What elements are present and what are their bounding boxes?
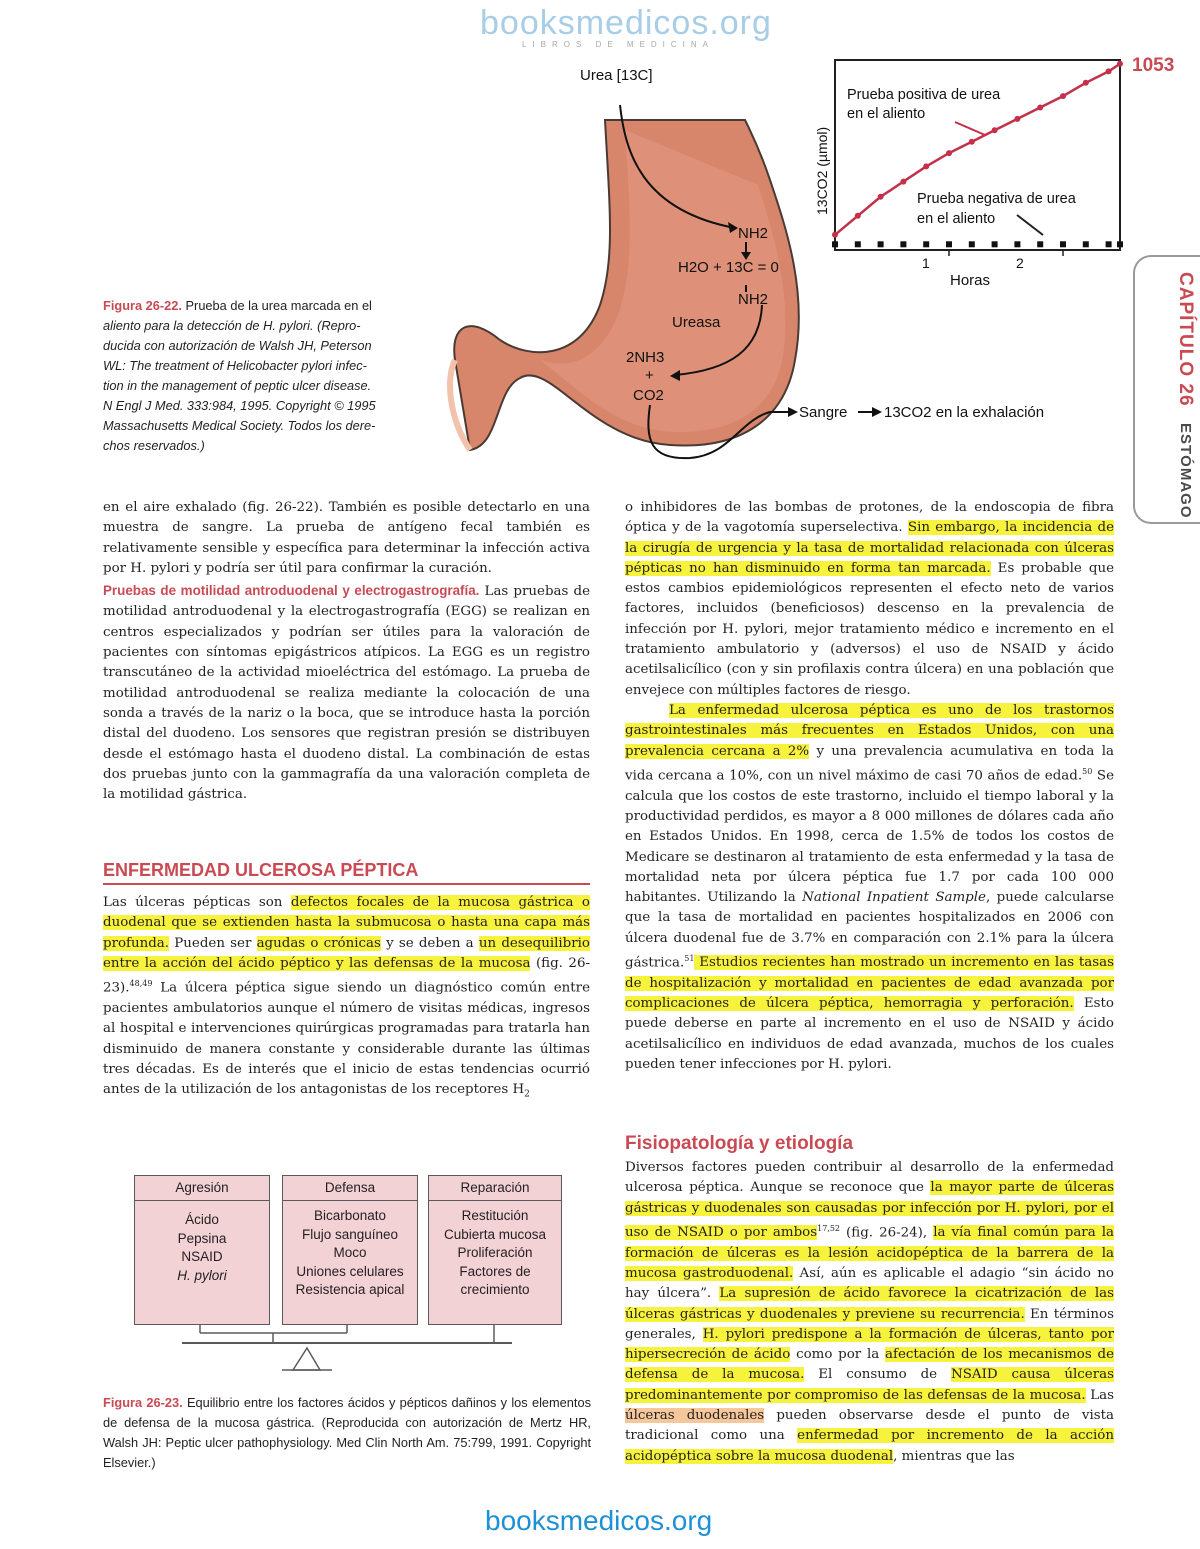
paragraph-pathophysiology <box>625 1158 1114 1467</box>
ulcer-text-3: y se deben a <box>380 935 479 951</box>
r2-text-d: Esto puede deberse en parte al incremento en el uso de NSAID y ácido acetilsalicílico en individuos de edad avanzada, muchos de los cuales pueden tener infecciones por H. pylori. <box>625 996 1114 1072</box>
f-highlight-7: úlceras duodenales <box>625 1408 765 1424</box>
negative-series-point <box>1117 241 1123 247</box>
box-reparacion-item: Proliferación <box>457 1245 533 1260</box>
figure-22-caption-line-8: chos reservados.) <box>103 438 205 453</box>
subhead-motility: Pruebas de motilidad antroduodenal y electrogastrografía. <box>103 583 480 599</box>
box-agresion-item: Pepsina <box>177 1230 227 1246</box>
negative-series-point <box>900 241 906 247</box>
positive-series-point <box>1060 93 1066 99</box>
watermark-bottom: booksmedicos.org <box>485 1505 713 1536</box>
products-nh3-label: 2NH3 <box>626 349 665 366</box>
figure-22-caption-line-5: tion in the management of peptic ulcer disease. <box>103 378 372 393</box>
r2-highlight: La enfermedad ulcerosa péptica es uno de los trastornos gastrointestinales más frecuentes en Estados Unidos, con una prevalencia cercana a 2% <box>625 702 1114 759</box>
r1-highlight: Sin embargo, la incidencia de la cirugía de urgencia y la tasa de mortalidad relacionada con úlceras pépticas no han disminuido en forma tan marcada. <box>625 520 1114 576</box>
positive-series-point <box>900 179 906 185</box>
chart-annotation-negative-2: en el aliento <box>917 211 996 227</box>
positive-series-point <box>1014 116 1020 122</box>
r2-text-b: Se calcula que los costos de este trastorno, incluido el tiempo laboral y la productividad perdidos, es mayor a 8 000 millones de dólares cada año en Estados Unidos. En 1998, cerca de 1.5% de todos los costos de Medicare se destinaron al tratamiento de esta enfermedad y la tasa de mortalidad neta por úlcera péptica fue 1.7 por cada 100 000 habitantes. Utilizando la <box>625 768 1115 906</box>
watermark-subtitle: LIBROS DE MEDICINA <box>522 40 715 49</box>
left-column-upper <box>103 498 590 805</box>
left-column-ulcer <box>103 893 590 1105</box>
ulcer-text-5: La úlcera péptica sigue siendo un diagnóstico común entre pacientes ambulatorios aunque el número de visitas médicas, ingresos al hospital e intervenciones quirúrgicas programadas para tratarla han disminuido de manera constante y considerable durante las últimas tres décadas. Es de interés que el inicio de estas tendencias ocurrió antes de la utilización de los antagonistas de los receptores H <box>103 980 590 1098</box>
f-highlight-6: NSAID causa úlceras predominantemente por compromiso de las defensas de la mucosa. <box>625 1367 1114 1403</box>
right-column-pathophysiology <box>625 1158 1114 1467</box>
f-text-c: Así, aún es aplicable el adagio “sin ácido no hay úlcera”. <box>625 1265 1114 1302</box>
f-highlight-1: la mayor parte de úlceras gástricas y duodenales son causadas por infección por H. pylori, por el uso de NSAID o por ambos <box>625 1180 1114 1241</box>
figure-22-caption <box>103 296 438 456</box>
paragraph-motility <box>103 581 590 805</box>
box-defensa-item: Bicarbonato <box>313 1208 387 1223</box>
figure-22-label: Figura 26-22. <box>103 298 182 313</box>
nh2-top-label: NH2 <box>738 225 769 242</box>
negative-series-point <box>992 241 998 247</box>
r1-text-a: o inhibidores de las bombas de protones, de la endoscopia de fibra óptica y de la vagotomía superselectiva. <box>625 500 1114 536</box>
negative-series-point <box>878 241 884 247</box>
positive-series-point <box>878 194 884 200</box>
positive-series-point <box>1083 80 1089 86</box>
f-text-i: , mientras que las <box>893 1448 1015 1464</box>
figure-22-caption-line-4: WL: The treatment of Helicobacter pylori infec- <box>103 358 367 373</box>
f-highlight-4: H. pylori predispone a la formación de úlceras, tanto por hipersecreción de ácido <box>625 1326 1114 1363</box>
chart-annotation-positive-2: en el aliento <box>847 106 926 122</box>
ulcer-text-4: (fig. 26-23). <box>103 955 590 996</box>
chart-xtick-2: 2 <box>1016 255 1024 271</box>
box-agresion-head: Agresión <box>135 1176 269 1201</box>
figure-23-label: Figura 26-23. <box>103 1395 183 1410</box>
positive-series-point <box>1117 61 1123 67</box>
box-agresion-item: NSAID <box>181 1249 223 1264</box>
positive-series-point <box>1037 105 1043 111</box>
negative-series-point <box>923 241 929 247</box>
f-highlight-5: afectación de los mecanismos de defensa de la mucosa. <box>625 1347 1114 1383</box>
box-agresion-item: H. pylori <box>177 1267 227 1283</box>
paragraph-motility-text: Las pruebas de motilidad antroduodenal y la electrogastrografía (EGG) se realizan en centros especializados y podrían ser útiles para la valoración de pacientes con síntomas epigástricos atípicos. La EGG es un registro transcutáneo de la actividad mioeléctrica del estómago. La prueba de motilidad antroduodenal se realiza mediante la colocación de una sonda a través de la nariz o la boca, que se introduce hasta la porción distal del duodeno. Los sensores que registran presión se distribuyen desde el estómago hasta el duodeno distal. La combinación de estas dos pruebas junto con la gammagrafía da una valoración completa de la motilidad gástrica. <box>103 584 591 803</box>
positive-series-point <box>946 150 952 156</box>
reaction-label: H2O + 13C = 0 <box>678 259 779 276</box>
paragraph-epidemiology <box>625 498 1114 701</box>
blood-arrowhead <box>788 407 798 417</box>
positive-series-point <box>832 232 838 238</box>
scale-fulcrum <box>293 1348 320 1370</box>
r1-text-b: Es probable que estos cambios epidemiológicos representen el efecto neto de varios factores, incluidos (beneficiosos) descenso en la prevalencia de infección por H. pylori, mejor tratamiento médico e incremento en el tratamiento ambulatorio y (adversos) el uso de NSAID y ácido acetilsalicílico (con y sin profilaxis contra úlcera) en una población que envejece con múltiples factores de riesgo. <box>625 560 1115 698</box>
box-agresion <box>134 1175 270 1325</box>
box-reparacion-item: Cubierta mucosa <box>443 1226 547 1242</box>
box-defensa-head: Defensa <box>283 1176 417 1201</box>
watermark-top: booksmedicos.org <box>480 4 772 42</box>
f-ref: 17,52 <box>817 1223 841 1233</box>
r2-text-a: y una prevalencia acumulativa en toda la vida cercana a 10%, con un nivel máximo de casi 70 años de edad. <box>625 743 1114 784</box>
box-reparacion-item: Restitución <box>461 1208 529 1223</box>
nh2-bottom-label: NH2 <box>738 291 769 308</box>
f-highlight-8: enfermedad por incremento de la acción acidopéptica sobre la mucosa duodenal <box>625 1428 1114 1464</box>
r2-text-c: , puede calcularse que la tasa de mortalidad en pacientes hospitalizados en 2006 con úlcera duodenal fue de 3.7% en comparación con 2.1% para la úlcera gástrica. <box>625 890 1114 971</box>
box-defensa-item: Moco <box>333 1245 367 1260</box>
f-text-d: En términos generales, <box>625 1306 1114 1342</box>
subsection-title-pathophysiology: Fisiopatología y etiología <box>625 1133 854 1154</box>
f-text-a: Diversos factores pueden contribuir al desarrollo de la enfermedad ulcerosa péptica. Aunque se reconoce que <box>625 1160 1114 1196</box>
f-text-e: como por la <box>790 1347 886 1363</box>
products-co2-label: CO2 <box>633 387 664 404</box>
negative-series-point <box>1060 241 1066 247</box>
positive-series-point <box>969 139 975 145</box>
paragraph-breath-test: en el aire exhalado (fig. 26-22). También es posible detectarlo en una muestra de sangre. La prueba de antígeno fecal también es relativamente sensible y específica para determinar la infección activa por H. pylori y podría ser útil para confirmar la curación. <box>103 500 590 576</box>
figure-23-caption-text: Equilibrio entre los factores ácidos y pépticos dañinos y los elementos de defensa de la mucosa gástrica. (Reproducida con autorización de Mertz HR, Walsh JH: Peptic ulcer pathophysiology. Med Clin North Am. 75:799, 1991. Copyright Elsevier.) <box>103 1395 591 1470</box>
chart-ylabel: 13CO2 (µmol) <box>814 126 830 215</box>
right-column-upper <box>625 498 1114 1075</box>
figure-22-caption-line-1: Prueba de la urea marcada en el <box>185 298 372 313</box>
f-highlight-3: La supresión de ácido favorece la cicatrización de las úlceras gástricas y duodenales y previene su recurrencia. <box>625 1286 1114 1322</box>
r2-italic: National Inpatient Sample <box>802 890 986 906</box>
products-plus-label: + <box>645 367 654 384</box>
ulcer-text-1: Las úlceras pépticas son <box>103 895 291 910</box>
r2-ref-2: 51 <box>684 954 695 963</box>
positive-series-point <box>1106 68 1112 74</box>
box-agresion-item: Ácido <box>185 1212 219 1227</box>
figure-22-caption-line-2: aliento para la detección de H. pylori. (Repro- <box>103 318 361 333</box>
negative-series-point <box>1106 241 1112 247</box>
positive-series-point <box>855 213 861 219</box>
ulcer-highlight-1: defectos focales de la mucosa gástrica o duodenal que se extienden hasta la submucosa o hasta una capa más profunda. <box>103 895 590 951</box>
f-text-f: El consumo de <box>804 1367 952 1383</box>
box-defensa <box>282 1175 418 1325</box>
positive-series-point <box>923 163 929 169</box>
negative-series-point <box>855 241 861 247</box>
box-defensa-item: Resistencia apical <box>295 1282 405 1297</box>
chart-xlabel: Horas <box>950 272 991 289</box>
exhale-arrowhead <box>872 407 882 417</box>
chapter-title: ESTÓMAGO <box>1177 422 1194 519</box>
page-number: 1053 <box>1132 55 1175 76</box>
negative-series-point <box>946 241 952 247</box>
f-text-b: (fig. 26-24), <box>840 1225 934 1241</box>
ulcer-highlight-2: agudas o crónicas <box>256 935 381 951</box>
f-text-g: Las <box>1085 1387 1114 1403</box>
balance-scale <box>130 1320 570 1380</box>
box-defensa-item: Flujo sanguíneo <box>301 1226 399 1242</box>
ulcer-highlight-3: un desequilibrio entre la acción del ácido péptico y las defensas de la mucosa <box>103 935 590 971</box>
paragraph-prevalence <box>625 701 1114 1075</box>
breath-test-chart <box>805 55 1130 295</box>
negative-series-point <box>1014 241 1020 247</box>
positive-series-point <box>992 127 998 133</box>
box-defensa-item: Uniones celulares <box>296 1263 404 1279</box>
figure-22-caption-line-3: ducida con autorización de Walsh JH, Peterson <box>103 338 372 353</box>
ulcer-text-2: Pueden ser <box>169 935 257 951</box>
chart-annotation-negative-1: Prueba negativa de urea <box>917 191 1076 207</box>
box-reparacion-head: Reparación <box>429 1176 561 1201</box>
ureasa-label: Ureasa <box>672 314 721 331</box>
box-reparacion-item: crecimiento <box>460 1282 530 1297</box>
ulcer-ref-1: 48,49 <box>129 979 153 989</box>
exhale-label: 13CO2 en la exhalación <box>884 404 1045 421</box>
box-reparacion-item: Factores de <box>459 1263 531 1279</box>
chart-xtick-1: 1 <box>922 255 930 271</box>
negative-series-point <box>832 241 838 247</box>
paragraph-ulcer-definition <box>103 893 590 1105</box>
negative-series-point <box>1083 241 1089 247</box>
chapter-number: CAPÍTULO 26 <box>1175 272 1196 407</box>
blood-label: Sangre <box>799 404 848 421</box>
ulcer-subscript: 2 <box>524 1089 530 1100</box>
r2-highlight-2: Estudios recientes han mostrado un incremento en las tasas de hospitalización y mortalidad en pacientes de edad avanzada por complicaciones de úlcera péptica, hemorragia y perforación. <box>625 955 1114 1012</box>
negative-series-point <box>969 241 975 247</box>
f-text-h: pueden observarse desde el punto de vista tradicional como una <box>625 1408 1114 1444</box>
box-reparacion <box>428 1175 562 1325</box>
figure-23-caption <box>103 1393 591 1473</box>
figure-22-caption-line-6: N Engl J Med. 333:984, 1995. Copyright © 1995 <box>103 398 376 413</box>
negative-series-point <box>1037 241 1043 247</box>
chart-annotation-positive-1: Prueba positiva de urea <box>847 87 1001 103</box>
section-title-peptic-ulcer: ENFERMEDAD ULCEROSA PÉPTICA <box>103 860 590 885</box>
f-highlight-2: la vía final común para la formación de úlceras es la lesión acidopéptica de la barrera de la mucosa gastroduodenal. <box>625 1225 1114 1281</box>
chapter-tab-text <box>1166 272 1196 519</box>
r2-ref: 50 <box>1082 766 1093 776</box>
figure-22-caption-line-7: Massachusetts Medical Society. Todos los dere- <box>103 418 376 433</box>
urea-label: Urea [13C] <box>580 67 653 84</box>
